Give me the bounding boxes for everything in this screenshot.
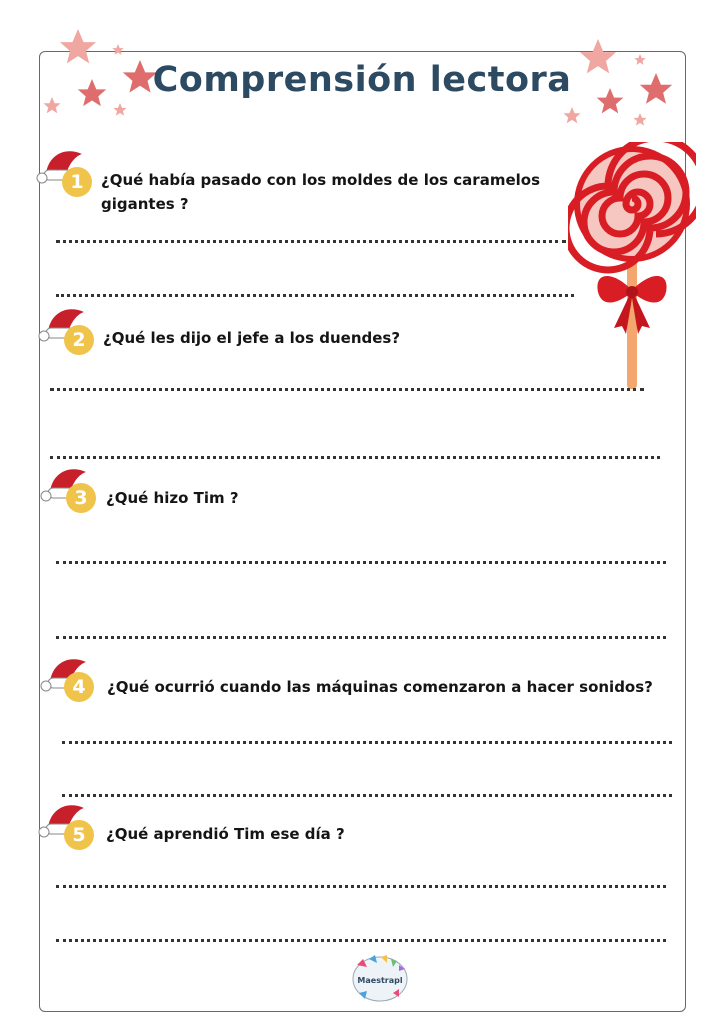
question-number-badge: 5	[64, 820, 94, 850]
answer-line	[62, 794, 672, 797]
logo-text: Maestrapl	[357, 976, 403, 985]
question-number-badge: 1	[62, 167, 92, 197]
answer-line	[50, 456, 660, 459]
question-number-badge: 2	[64, 325, 94, 355]
question-5-text: ¿Qué aprendió Tim ese día ?	[106, 825, 345, 843]
question-3-text: ¿Qué hizo Tim ?	[106, 489, 239, 507]
page-title: Comprensión lectora	[152, 60, 572, 100]
answer-line	[56, 636, 666, 639]
question-2-text: ¿Qué les dijo el jefe a los duendes?	[103, 329, 401, 347]
question-number-badge: 4	[64, 672, 94, 702]
question-number-badge: 3	[66, 483, 96, 513]
lollipop-icon	[568, 142, 696, 394]
answer-line	[56, 294, 574, 297]
answer-line	[50, 388, 644, 391]
maestrapl-logo	[349, 953, 411, 1003]
answer-line	[56, 939, 666, 942]
answer-line	[56, 240, 566, 243]
question-1-text: ¿Qué había pasado con los moldes de los caramelos gigantes ?	[101, 171, 540, 213]
question-4-text: ¿Qué ocurrió cuando las máquinas comenzaron a hacer sonidos?	[107, 678, 653, 696]
answer-line	[62, 741, 672, 744]
answer-line	[56, 885, 666, 888]
answer-line	[56, 561, 666, 564]
